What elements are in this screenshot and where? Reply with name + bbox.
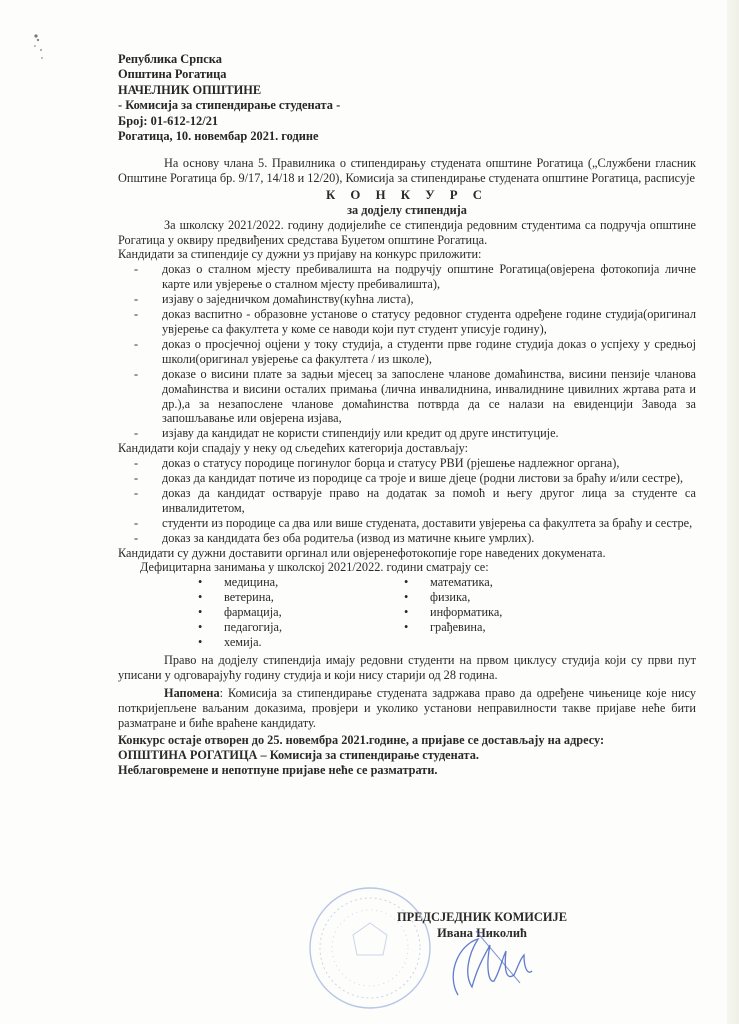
profession-item: • фармација,: [190, 605, 396, 620]
deficit-intro: Дефицитарна занимања у школској 2021/2022. години сматрају се:: [140, 560, 489, 575]
list-item: - доказ васпитно - образовне установе о статусу редовног студента одређене године студија(оригинал увјерење са факултета у коме се наводи који пут студент уписује годину),: [162, 307, 696, 337]
document-subtitle: за додјелу стипендија: [347, 202, 467, 217]
municipality-name: Општина Рогатица: [118, 67, 227, 82]
profession-item: • хемија.: [190, 635, 396, 650]
republic-name: Република Српска: [118, 52, 222, 66]
note-label: Напомена: [164, 685, 220, 700]
scan-smudge: [32, 30, 46, 64]
document-body: [118, 156, 696, 778]
category-intro: Кандидати који спадају у неку од сљедећих категорија достављају:: [118, 441, 469, 456]
profession-item: • физика,: [396, 590, 602, 605]
list-item: - доказе о висини плате за задњи мјесец за запослене чланове домаћинства, висини пензије чланова домаћинства и висини осталих примања (лична инвалиднина, инвалиднине цивилних жртава рата и др.),а за незапослене чланове домаћинства потврда да се налази на евиденцији Завода за запошљавање или овјерена изјава,: [162, 367, 696, 427]
document-number: Број: 01-612-12/21: [118, 113, 219, 128]
required-docs-list: [118, 262, 696, 441]
handwritten-signature: [428, 925, 558, 1005]
address-line: ОПШТИНА РОГАТИЦА – Комисија за стипендирање студената.: [118, 748, 479, 763]
list-item: - изјаву да кандидат не користи стипендију или кредит од друге институције.: [162, 426, 696, 441]
profession-item: • грађевина,: [396, 620, 602, 635]
list-item: - доказ да кандидат остварује право на додатак за помоћ и његу другог лица за студенте са инвалидитетом,: [162, 486, 696, 516]
letterhead: [118, 52, 340, 144]
eligibility-paragraph: Право на додјелу стипендија имају редовни студенти на првом циклусу студија који су први пут уписани у одговарајућу годину студија и који нису старији од 28 година.: [118, 652, 696, 682]
list-item: - доказ за кандидата без оба родитеља (извод из матичне књиге умрлих).: [162, 531, 696, 546]
signatory-title: ПРЕДСЈЕДНИК КОМИСИЈЕ: [397, 910, 567, 924]
list-item: - доказ о сталном мјесту пребивалишта на подручју општине Рогатица(овјерена фотокопија личне карте или увјерење о сталном мјесту пребивалишта),: [162, 262, 696, 292]
profession-item: • ветерина,: [190, 590, 396, 605]
commission-name: - Комисија за стипендирање студената -: [118, 98, 341, 113]
list-item: - доказ да кандидат потиче из породице са троје и више дјеце (родни листови за браћу и/или сестре),: [162, 471, 696, 486]
deficit-column-right: [396, 575, 602, 650]
deficit-column-left: [190, 575, 396, 650]
signatory-name: Ивана Николић: [437, 925, 527, 940]
scan-edge: [727, 0, 739, 1024]
profession-item: • математика,: [396, 575, 602, 590]
list-item: - доказ о просјечној оцјени у току студија, а студенти прве године студија доказ о успјеху у средњој школи(оригинал увјерење са факултета / из школе),: [162, 337, 696, 367]
scholarship-paragraph: За школску 2021/2022. годину додијелиће се стипендија редовним студентима са подручја општине Рогатица у оквиру предвиђених средстава Буџетом општине Рогатица.: [118, 217, 696, 247]
profession-item: • педагогија,: [190, 620, 396, 635]
deficit-professions: [118, 575, 696, 650]
note-paragraph: [118, 686, 696, 731]
note-text: : Комисија за стипендирање студената задржава право да одређене чињенице које нису поткријепљене ваљаним доказима, провјери и уколико установи неправилности такве пријаве неће бити разматране и биће враћене кандидату.: [118, 685, 696, 730]
document-title: К О Н К У Р С: [325, 187, 489, 202]
profession-item: • медицина,: [190, 575, 396, 590]
official-stamp: [305, 883, 435, 1013]
document-date: Рогатица, 10. новембар 2021. године: [118, 129, 319, 144]
mayor-title: НАЧЕЛНИК ОПШТИНЕ: [118, 82, 262, 97]
list-item: - изјаву о заједничком домаћинству(кућна листа),: [162, 292, 696, 307]
deadline-paragraph: Конкурс остаје отворен до 25. новембра 2021.године, а пријаве се достављају на адресу:: [118, 733, 605, 748]
category-docs-list: [118, 456, 696, 545]
profession-item: • информатика,: [396, 605, 602, 620]
list-item: - доказ о статусу породице погинулог борца и статусу РВИ (рјешење надлежног органа),: [162, 456, 696, 471]
list-item: - студенти из породице са два или више студената, доставити увјерења са факултета за браћу и сестре,: [162, 516, 696, 531]
required-docs-intro: Кандидати за стипендије су дужни уз пријаву на конкурс приложити:: [118, 247, 482, 262]
intro-paragraph: На основу члана 5. Правилника о стипендирању студената општине Рогатица („Службени гласник Општине Рогатица бр. 9/17, 14/18 и 12/20), Комисија за стипендирање студената општине Рогатица, расписује: [118, 156, 696, 185]
originals-note: Кандидати су дужни доставити оргинал или овјеренефотокопије горе наведених докумената.: [118, 545, 606, 560]
late-applications-note: Неблаговремене и непотпуне пријаве неће се разматрати.: [118, 763, 438, 778]
